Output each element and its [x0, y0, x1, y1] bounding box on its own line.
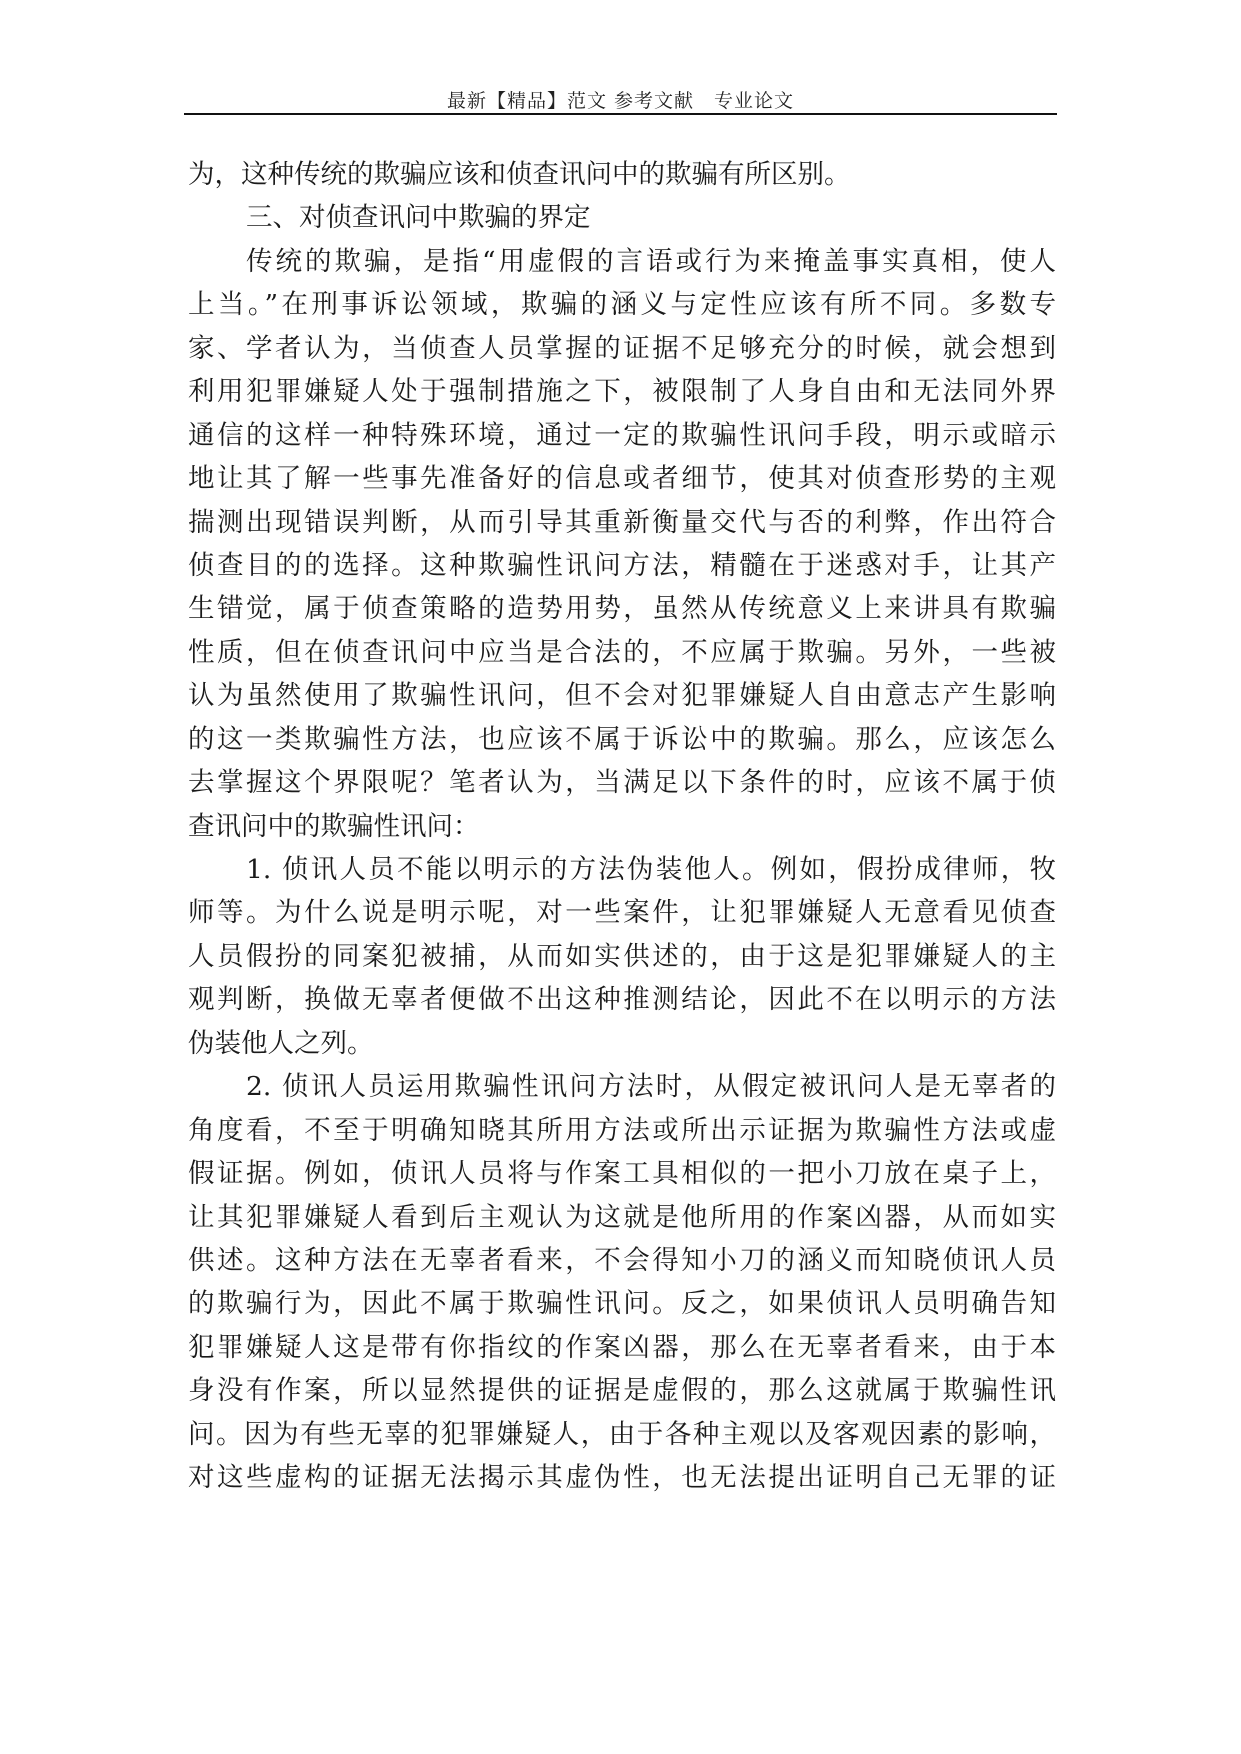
text-line: 认为虽然使用了欺骗性讯问，但不会对犯罪嫌疑人自由意志产生影响	[188, 680, 1056, 712]
text-line: 侦查目的的选择。这种欺骗性讯问方法，精髓在于迷惑对手，让其产	[188, 549, 1056, 581]
text-line: 让其犯罪嫌疑人看到后主观认为这就是他所用的作案凶器，从而如实	[188, 1201, 1056, 1233]
text-line: 对这些虚构的证据无法揭示其虚伪性，也无法提出证明自己无罪的证	[188, 1462, 1056, 1494]
text-line: 伪装他人之列。	[188, 1027, 374, 1059]
text-line: 性质，但在侦查讯问中应当是合法的，不应属于欺骗。另外，一些被	[188, 636, 1056, 668]
text-line: 师等。为什么说是明示呢，对一些案件，让犯罪嫌疑人无意看见侦查	[188, 897, 1056, 929]
header-divider	[184, 113, 1057, 115]
text-line: 去掌握这个界限呢？笔者认为，当满足以下条件的时，应该不属于侦	[188, 767, 1056, 799]
text-line: 生错觉，属于侦查策略的造势用势，虽然从传统意义上来讲具有欺骗	[188, 593, 1056, 625]
text-line: 观判断，换做无辜者便做不出这种推测结论，因此不在以明示的方法	[188, 984, 1056, 1016]
text-line: 的这一类欺骗性方法，也应该不属于诉讼中的欺骗。那么，应该怎么	[188, 723, 1056, 755]
text-line: 的欺骗行为，因此不属于欺骗性讯问。反之，如果侦讯人员明确告知	[188, 1288, 1056, 1320]
text-line: 利用犯罪嫌疑人处于强制措施之下，被限制了人身自由和无法同外界	[188, 376, 1056, 408]
text-line: 人员假扮的同案犯被捕，从而如实供述的，由于这是犯罪嫌疑人的主	[188, 940, 1056, 972]
text-line: 地让其了解一些事先准备好的信息或者细节，使其对侦查形势的主观	[188, 463, 1056, 495]
text-line: 身没有作案，所以显然提供的证据是虚假的，那么这就属于欺骗性讯	[188, 1375, 1056, 1407]
body-text	[188, 153, 1056, 1500]
text-line: 供述。这种方法在无辜者看来，不会得知小刀的涵义而知晓侦讯人员	[188, 1244, 1056, 1276]
text-line: 假证据。例如，侦讯人员将与作案工具相似的一把小刀放在桌子上，	[188, 1158, 1056, 1190]
text-line: 查讯问中的欺骗性讯问：	[188, 810, 480, 842]
text-line: 问。因为有些无辜的犯罪嫌疑人，由于各种主观以及客观因素的影响，	[188, 1418, 1056, 1450]
text-line: 传统的欺骗，是指“用虚假的言语或行为来掩盖事实真相，使人	[246, 245, 1056, 277]
text-line: 犯罪嫌疑人这是带有你指纹的作案凶器，那么在无辜者看来，由于本	[188, 1331, 1056, 1363]
page-header: 最新【精品】范文 参考文献 专业论文	[446, 90, 795, 112]
text-line: 上当。”在刑事诉讼领域，欺骗的涵义与定性应该有所不同。多数专	[188, 289, 1056, 321]
text-line: 家、学者认为，当侦查人员掌握的证据不足够充分的时候，就会想到	[188, 332, 1056, 364]
text-line: 2. 侦讯人员运用欺骗性讯问方法时，从假定被讯问人是无辜者的	[246, 1071, 1056, 1103]
text-line: 为，这种传统的欺骗应该和侦查讯问中的欺骗有所区别。	[188, 159, 851, 190]
text-line: 角度看，不至于明确知晓其所用方法或所出示证据为欺骗性方法或虚	[188, 1114, 1056, 1146]
text-line: 通信的这样一种特殊环境，通过一定的欺骗性讯问手段，明示或暗示	[188, 419, 1056, 451]
text-line: 揣测出现错误判断，从而引导其重新衡量交代与否的利弊，作出符合	[188, 506, 1056, 538]
text-line: 三、对侦查讯问中欺骗的界定	[246, 202, 591, 234]
text-line: 1. 侦讯人员不能以明示的方法伪装他人。例如，假扮成律师，牧	[246, 854, 1056, 885]
